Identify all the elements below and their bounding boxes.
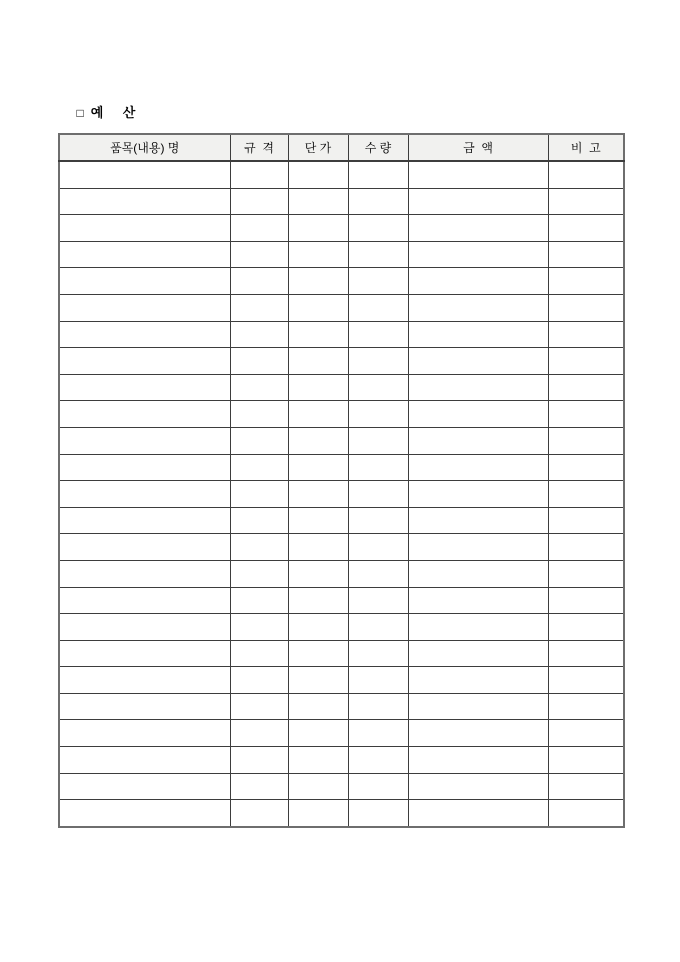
column-header-1: 품목(내용) 명 xyxy=(59,134,230,161)
table-cell xyxy=(59,560,230,587)
table-cell xyxy=(59,321,230,348)
table-cell xyxy=(288,188,348,215)
table-cell xyxy=(288,268,348,295)
table-cell xyxy=(230,427,288,454)
table-cell xyxy=(408,693,548,720)
table-cell xyxy=(230,614,288,641)
table-row xyxy=(59,640,624,667)
table-cell xyxy=(230,401,288,428)
table-row xyxy=(59,454,624,481)
table-cell xyxy=(288,560,348,587)
table-cell xyxy=(288,720,348,747)
table-cell xyxy=(548,188,624,215)
table-cell xyxy=(288,614,348,641)
table-cell xyxy=(408,268,548,295)
section-title-text: 예 산 xyxy=(90,105,137,120)
table-cell xyxy=(348,720,408,747)
table-cell xyxy=(548,747,624,774)
table-cell xyxy=(408,188,548,215)
table-cell xyxy=(348,800,408,827)
table-row xyxy=(59,268,624,295)
table-cell xyxy=(408,560,548,587)
table-cell xyxy=(288,667,348,694)
column-header-4: 수 량 xyxy=(348,134,408,161)
budget-table xyxy=(58,133,625,828)
table-cell xyxy=(348,401,408,428)
table-cell xyxy=(288,587,348,614)
table-cell xyxy=(348,693,408,720)
table-cell xyxy=(348,614,408,641)
table-row xyxy=(59,321,624,348)
table-row xyxy=(59,188,624,215)
table-row xyxy=(59,667,624,694)
table-cell xyxy=(348,427,408,454)
table-cell xyxy=(230,507,288,534)
table-cell xyxy=(59,241,230,268)
table-cell xyxy=(59,587,230,614)
column-header-6: 비 고 xyxy=(548,134,624,161)
table-cell xyxy=(348,534,408,561)
table-row xyxy=(59,161,624,188)
table-cell xyxy=(59,614,230,641)
table-cell xyxy=(230,241,288,268)
table-cell xyxy=(348,215,408,242)
table-cell xyxy=(288,454,348,481)
table-cell xyxy=(288,481,348,508)
table-cell xyxy=(59,800,230,827)
table-cell xyxy=(408,294,548,321)
table-cell xyxy=(288,161,348,188)
table-cell xyxy=(408,481,548,508)
table-cell xyxy=(59,720,230,747)
table-cell xyxy=(348,667,408,694)
table-cell xyxy=(348,507,408,534)
table-cell xyxy=(230,640,288,667)
table-cell xyxy=(548,241,624,268)
table-cell xyxy=(230,374,288,401)
table-cell xyxy=(59,215,230,242)
table-cell xyxy=(408,800,548,827)
table-cell xyxy=(548,161,624,188)
table-cell xyxy=(230,188,288,215)
table-row xyxy=(59,587,624,614)
table-cell xyxy=(408,534,548,561)
table-cell xyxy=(408,614,548,641)
table-cell xyxy=(348,481,408,508)
table-cell xyxy=(348,773,408,800)
table-cell xyxy=(548,374,624,401)
table-cell xyxy=(408,215,548,242)
table-cell xyxy=(408,667,548,694)
table-cell xyxy=(288,321,348,348)
table-row xyxy=(59,800,624,827)
table-cell xyxy=(548,427,624,454)
table-cell xyxy=(288,640,348,667)
table-cell xyxy=(548,560,624,587)
column-header-5: 금 액 xyxy=(408,134,548,161)
table-cell xyxy=(408,374,548,401)
table-cell xyxy=(348,268,408,295)
table-cell xyxy=(288,348,348,375)
column-header-3: 단 가 xyxy=(288,134,348,161)
table-cell xyxy=(548,507,624,534)
table-cell xyxy=(230,587,288,614)
table-cell xyxy=(59,481,230,508)
table-cell xyxy=(230,268,288,295)
table-cell xyxy=(348,454,408,481)
table-cell xyxy=(548,693,624,720)
table-cell xyxy=(288,427,348,454)
table-cell xyxy=(288,773,348,800)
table-row xyxy=(59,427,624,454)
table-cell xyxy=(348,294,408,321)
table-row xyxy=(59,614,624,641)
table-cell xyxy=(548,587,624,614)
table-cell xyxy=(548,321,624,348)
table-cell xyxy=(548,800,624,827)
table-cell xyxy=(408,401,548,428)
table-cell xyxy=(230,693,288,720)
table-row xyxy=(59,241,624,268)
table-cell xyxy=(348,321,408,348)
table-cell xyxy=(59,427,230,454)
table-cell xyxy=(348,747,408,774)
table-cell xyxy=(59,401,230,428)
table-cell xyxy=(548,454,624,481)
table-cell xyxy=(408,587,548,614)
table-row xyxy=(59,720,624,747)
table-cell xyxy=(408,507,548,534)
table-cell xyxy=(230,720,288,747)
table-cell xyxy=(548,348,624,375)
table-cell xyxy=(348,188,408,215)
table-row xyxy=(59,294,624,321)
table-cell xyxy=(548,215,624,242)
table-cell xyxy=(288,374,348,401)
column-header-2: 규 격 xyxy=(230,134,288,161)
table-row xyxy=(59,374,624,401)
table-cell xyxy=(408,321,548,348)
table-cell xyxy=(408,773,548,800)
table-cell xyxy=(288,693,348,720)
table-cell xyxy=(230,161,288,188)
checkbox-square-icon: □ xyxy=(76,106,85,120)
table-cell xyxy=(59,667,230,694)
table-cell xyxy=(288,401,348,428)
table-cell xyxy=(348,241,408,268)
table-cell xyxy=(548,268,624,295)
table-cell xyxy=(230,800,288,827)
table-row xyxy=(59,560,624,587)
table-cell xyxy=(59,507,230,534)
table-cell xyxy=(348,348,408,375)
table-cell xyxy=(288,241,348,268)
table-cell xyxy=(348,587,408,614)
table-cell xyxy=(348,560,408,587)
table-cell xyxy=(348,640,408,667)
table-cell xyxy=(59,693,230,720)
table-cell xyxy=(288,215,348,242)
table-cell xyxy=(59,454,230,481)
table-cell xyxy=(548,720,624,747)
table-cell xyxy=(230,348,288,375)
table-cell xyxy=(59,640,230,667)
table-cell xyxy=(59,268,230,295)
table-header-row xyxy=(59,134,624,161)
table-cell xyxy=(288,507,348,534)
section-title xyxy=(58,92,136,134)
table-cell xyxy=(230,481,288,508)
table-cell xyxy=(288,534,348,561)
table-cell xyxy=(348,374,408,401)
table-cell xyxy=(348,161,408,188)
table-cell xyxy=(230,747,288,774)
table-cell xyxy=(59,161,230,188)
table-cell xyxy=(408,161,548,188)
table-cell xyxy=(59,348,230,375)
table-row xyxy=(59,534,624,561)
table-cell xyxy=(548,481,624,508)
table-cell xyxy=(408,427,548,454)
table-cell xyxy=(230,534,288,561)
table-cell xyxy=(548,294,624,321)
table-cell xyxy=(230,321,288,348)
table-cell xyxy=(548,614,624,641)
table-cell xyxy=(59,747,230,774)
table-cell xyxy=(408,454,548,481)
table-row xyxy=(59,401,624,428)
table-cell xyxy=(59,188,230,215)
table-cell xyxy=(548,401,624,428)
table-cell xyxy=(230,773,288,800)
table-cell xyxy=(59,374,230,401)
table-row xyxy=(59,693,624,720)
table-cell xyxy=(408,348,548,375)
table-row xyxy=(59,773,624,800)
table-row xyxy=(59,215,624,242)
table-cell xyxy=(59,773,230,800)
table-row xyxy=(59,747,624,774)
table-cell xyxy=(59,534,230,561)
table-row xyxy=(59,348,624,375)
table-cell xyxy=(230,215,288,242)
table-cell xyxy=(230,560,288,587)
table-cell xyxy=(230,294,288,321)
table-cell xyxy=(230,454,288,481)
table-row xyxy=(59,507,624,534)
table-cell xyxy=(59,294,230,321)
table-cell xyxy=(408,640,548,667)
table-cell xyxy=(288,294,348,321)
table-cell xyxy=(548,773,624,800)
table-cell xyxy=(230,667,288,694)
table-cell xyxy=(288,747,348,774)
table-row xyxy=(59,481,624,508)
table-cell xyxy=(548,667,624,694)
table-cell xyxy=(408,720,548,747)
table-cell xyxy=(548,534,624,561)
table-cell xyxy=(288,800,348,827)
table-cell xyxy=(408,241,548,268)
table-cell xyxy=(548,640,624,667)
table-cell xyxy=(408,747,548,774)
